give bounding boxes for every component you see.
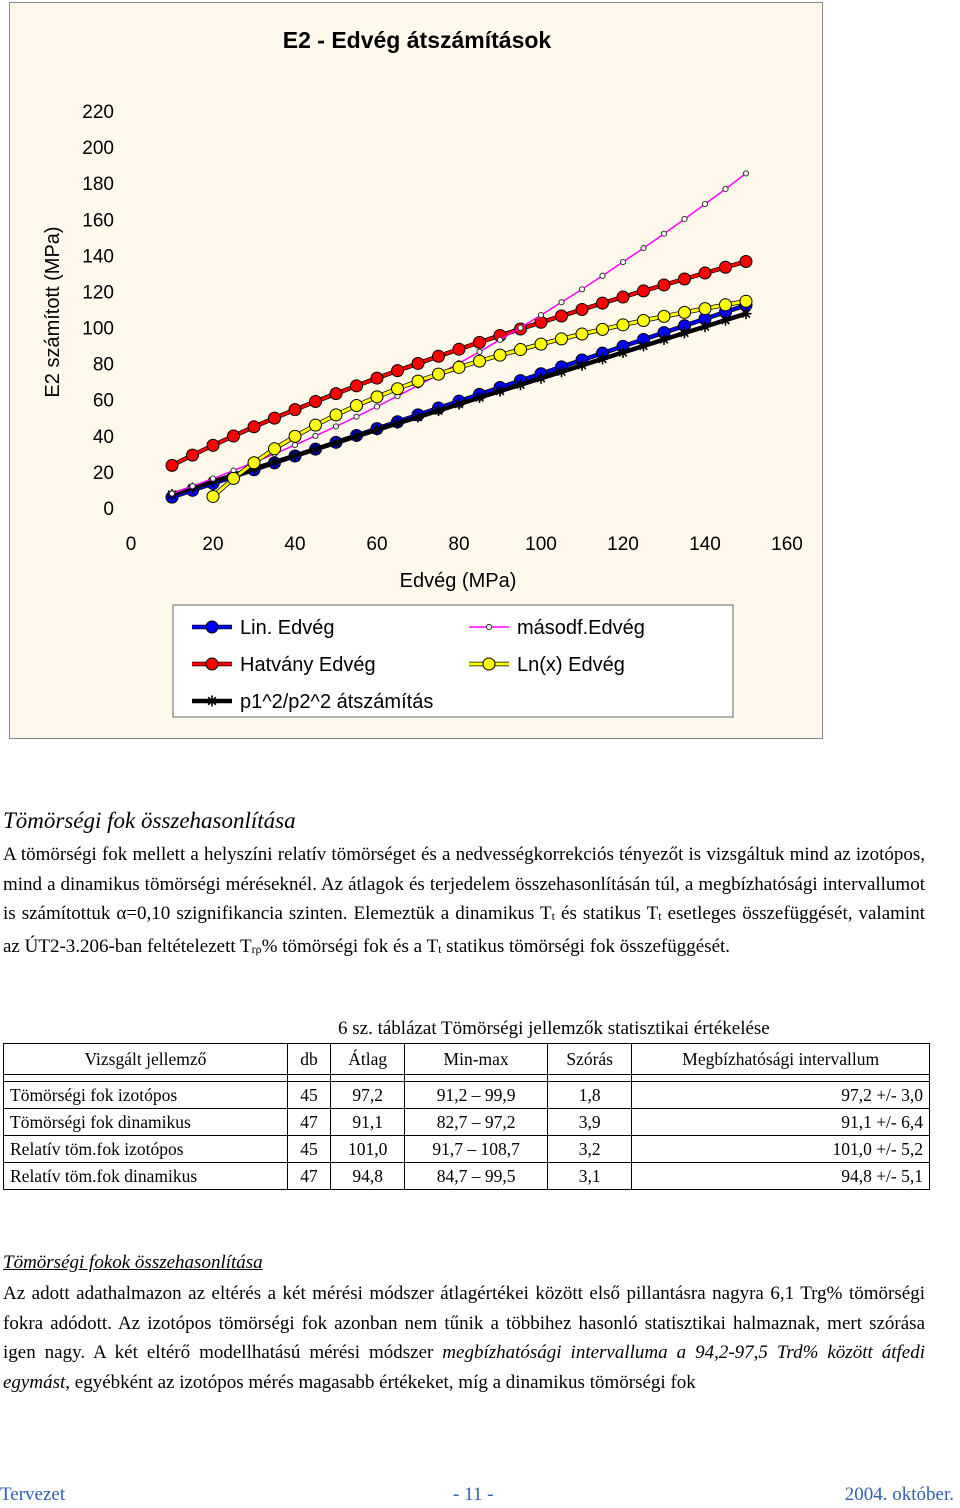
- legend: [173, 605, 733, 717]
- table-row: [4, 1109, 930, 1136]
- data-point: [559, 300, 564, 305]
- x-tick-label: 140: [689, 534, 721, 555]
- table-cell: 101,0: [331, 1136, 405, 1163]
- y-tick-label: 220: [82, 102, 114, 123]
- section2-title: Tömörségi fokok összehasonlítása: [3, 1252, 263, 1273]
- section1-paragraph: [3, 840, 925, 964]
- data-point: [556, 333, 568, 345]
- x-tick-label: 20: [202, 534, 224, 555]
- data-point: [638, 285, 650, 297]
- data-point: [518, 325, 523, 330]
- section2-text-b: , egyébként az izotópos mérés magasabb értékeket, míg a dinamikus tömörségi fok: [65, 1371, 696, 1393]
- data-point: [597, 353, 608, 364]
- footer-left: Tervezet: [0, 1484, 66, 1505]
- data-point: [658, 279, 670, 291]
- data-point: [310, 444, 321, 455]
- data-point: [741, 308, 752, 319]
- data-point: [310, 419, 322, 431]
- data-point: [412, 357, 424, 369]
- data-point: [371, 372, 383, 384]
- x-tick-label: 60: [366, 534, 388, 555]
- sub-t-3: t: [438, 941, 442, 956]
- data-point: [413, 412, 424, 423]
- footer-date: 2004. október.: [844, 1484, 954, 1505]
- table-cell: 91,1 +/- 6,4: [632, 1109, 930, 1136]
- y-tick-label: 20: [92, 462, 114, 484]
- x-tick-label: 160: [771, 534, 803, 555]
- section1-text-d: % tömörségi fok és a T: [261, 935, 439, 957]
- data-point: [679, 273, 691, 285]
- y-tick-label: 60: [92, 390, 114, 412]
- data-point: [641, 246, 646, 251]
- data-point: [535, 338, 547, 350]
- section2-text-italic: megbízhatósági intervalluma a 94,2-97,5 Trd% között átfedi egymást: [3, 1342, 925, 1393]
- data-point: [576, 304, 588, 316]
- footer-page-number: - 11 -: [453, 1484, 494, 1505]
- sub-rp: rρ: [251, 941, 262, 956]
- table-cell: 47: [287, 1163, 330, 1190]
- table-cell: 94,8 +/- 5,1: [632, 1163, 930, 1190]
- table-cell: Tömörségi fok izotópos: [4, 1082, 288, 1109]
- table-cell: Relatív töm.fok dinamikus: [4, 1163, 288, 1190]
- table-cell: 82,7 – 97,2: [405, 1109, 548, 1136]
- table-cell: 97,2: [331, 1082, 405, 1109]
- y-tick-label: 40: [92, 426, 114, 448]
- data-point: [313, 433, 318, 438]
- data-point: [166, 459, 178, 471]
- data-point: [207, 490, 219, 502]
- data-point: [597, 297, 609, 309]
- data-point: [454, 399, 465, 410]
- section1-text-b: és statikus T: [555, 903, 659, 924]
- data-point: [743, 171, 748, 176]
- section2-text-a: Az adott adathalmazon az eltérés a két mérési módszer átlagértékei között első pillantásra nagyra 6,1 Trg% tömörségi fokra adódott. Az izotópos tömörségi fok azonban nem tűnik a többihez hasonló statisztikai halmaznak, mert szórása igen nagy. A két eltérő modellhatású mérési módszer: [3, 1283, 925, 1363]
- legend-label: p1^2/p2^2 átszámítás: [240, 691, 434, 713]
- data-point: [190, 484, 195, 489]
- data-point: [228, 472, 240, 484]
- page-footer: [0, 1484, 956, 1506]
- table-cell: 3,1: [547, 1163, 632, 1190]
- data-point: [699, 303, 711, 315]
- table-cell: 47: [287, 1109, 330, 1136]
- table-cell: 3,2: [547, 1136, 632, 1163]
- data-point: [269, 443, 281, 455]
- table-caption: 6 sz. táblázat Tömörségi jellemzők statisztikai értékelése: [338, 1018, 770, 1039]
- x-tick-label: 120: [607, 534, 639, 555]
- y-tick-label: 160: [82, 210, 114, 232]
- data-point: [474, 392, 485, 403]
- data-point: [494, 349, 506, 361]
- table-header-cell: Vizsgált jellemző: [4, 1044, 288, 1075]
- data-point: [330, 388, 342, 400]
- data-point: [333, 424, 338, 429]
- line-chart: [10, 3, 824, 740]
- data-point: [702, 202, 707, 207]
- data-point: [169, 491, 174, 496]
- data-point: [477, 349, 482, 354]
- data-point: [740, 255, 752, 267]
- data-point: [536, 373, 547, 384]
- data-point: [187, 449, 199, 461]
- data-point: [412, 375, 424, 387]
- legend-marker: [206, 658, 218, 670]
- table-header-cell: Átlag: [331, 1044, 405, 1075]
- table-cell: 94,8: [331, 1163, 405, 1190]
- data-point: [207, 439, 219, 451]
- table-row: [4, 1082, 930, 1109]
- y-axis-label: E2 számított (MPa): [42, 226, 64, 398]
- table-cell: 84,7 – 99,5: [405, 1163, 548, 1190]
- data-point: [289, 430, 301, 442]
- sub-t-2: t: [658, 909, 662, 923]
- data-point: [600, 273, 605, 278]
- chart-frame: [9, 2, 823, 739]
- section1-text-e: statikus tömörségi fok összefüggését.: [441, 935, 731, 957]
- x-tick-label: 80: [448, 534, 470, 555]
- table-cell: 45: [287, 1136, 330, 1163]
- data-point: [228, 430, 240, 442]
- x-axis-label: Edvég (MPa): [399, 570, 517, 592]
- table-cell: 91,1: [331, 1109, 405, 1136]
- data-point: [351, 400, 363, 412]
- table-row: [4, 1136, 930, 1163]
- table-row: [4, 1163, 930, 1190]
- data-point: [617, 319, 629, 331]
- data-point: [374, 404, 379, 409]
- data-point: [723, 186, 728, 191]
- table-header-cell: Min-max: [405, 1044, 548, 1075]
- data-point: [618, 347, 629, 358]
- table-cell: 97,2 +/- 3,0: [632, 1082, 930, 1109]
- legend-label: másodf.Edvég: [517, 617, 645, 639]
- section2-paragraph: [3, 1279, 925, 1397]
- data-point: [269, 457, 280, 468]
- table-header-cell: Szórás: [547, 1044, 632, 1075]
- data-point: [720, 315, 731, 326]
- x-tick-label: 100: [525, 534, 557, 555]
- data-point: [210, 476, 215, 481]
- data-point: [474, 355, 486, 367]
- x-tick-label: 40: [284, 534, 306, 555]
- data-point: [292, 442, 297, 447]
- data-point: [658, 310, 670, 322]
- table-cell: Relatív töm.fok izotópos: [4, 1136, 288, 1163]
- table-cell: 91,2 – 99,9: [405, 1082, 548, 1109]
- data-point: [371, 391, 383, 403]
- legend-marker: [207, 696, 218, 707]
- data-point: [392, 383, 404, 395]
- section1-title: Tömörségi fok összehasonlítása: [3, 808, 296, 833]
- data-point: [515, 344, 527, 356]
- y-tick-label: 180: [82, 174, 114, 196]
- data-point: [248, 421, 260, 433]
- legend-marker: [483, 658, 495, 670]
- y-tick-label: 200: [82, 138, 114, 160]
- y-tick-label: 80: [92, 354, 114, 376]
- data-point: [576, 328, 588, 340]
- data-point: [248, 457, 260, 469]
- data-point: [351, 380, 363, 392]
- statistics-table: [3, 1043, 930, 1190]
- data-point: [579, 287, 584, 292]
- data-point: [577, 360, 588, 371]
- data-point: [720, 299, 732, 311]
- y-tick-label: 0: [103, 499, 114, 520]
- data-point: [740, 295, 752, 307]
- data-point: [330, 409, 342, 421]
- series-layer: [166, 171, 752, 503]
- chart-title: E2 - Edvég átszámítások: [282, 27, 552, 53]
- section2-heading: [3, 1252, 925, 1274]
- sub-t-1: t: [551, 909, 556, 923]
- table-header-row: [4, 1044, 930, 1075]
- legend-marker: [206, 621, 218, 633]
- y-tick-label: 120: [82, 282, 114, 304]
- section1-text-a: A tömörségi fok mellett a helyszíni relatív tömörséget és a nedvességkorrekciós tényezőt is vizsgáltuk mind az izotópos, mind a dinamikus tömörségi méréseknél. Az átlagok és terjedelem összehasonlításán túl, a megbízhatósági intervallumot is számítottuk α=0,10 szignifikancia szinten. Elemeztük a dinamikus T: [3, 844, 925, 924]
- data-point: [497, 337, 502, 342]
- table-cell: 3,9: [547, 1109, 632, 1136]
- data-point: [310, 396, 322, 408]
- data-point: [720, 261, 732, 273]
- legend-label: Lin. Edvég: [240, 617, 335, 639]
- section1-heading: [3, 808, 925, 834]
- data-point: [515, 379, 526, 390]
- data-point: [538, 312, 543, 317]
- table-header-cell: db: [287, 1044, 330, 1075]
- data-point: [453, 361, 465, 373]
- data-point: [372, 424, 383, 435]
- data-point: [392, 418, 403, 429]
- data-point: [700, 321, 711, 332]
- table-cell: 45: [287, 1082, 330, 1109]
- data-point: [453, 343, 465, 355]
- y-tick-label: 100: [82, 318, 114, 340]
- section1-text-c: esetleges összefüggését, valamint az ÚT2-3.206-ban feltételezett T: [3, 903, 925, 957]
- data-point: [474, 336, 486, 348]
- data-point: [682, 216, 687, 221]
- legend-label: Ln(x) Edvég: [517, 654, 625, 676]
- legend-marker: [486, 624, 491, 629]
- data-point: [617, 291, 629, 303]
- data-point: [556, 310, 568, 322]
- table-cell: 1,8: [547, 1082, 632, 1109]
- data-point: [354, 414, 359, 419]
- data-point: [289, 404, 301, 416]
- data-point: [597, 323, 609, 335]
- legend-label: Hatvány Edvég: [240, 654, 376, 676]
- data-point: [661, 231, 666, 236]
- data-point: [699, 267, 711, 279]
- table-header-cell: Megbízhatósági intervallum: [632, 1044, 930, 1075]
- data-point: [433, 368, 445, 380]
- table-cell: 91,7 – 108,7: [405, 1136, 548, 1163]
- table-cell: Tömörségi fok dinamikus: [4, 1109, 288, 1136]
- table-cell: 101,0 +/- 5,2: [632, 1136, 930, 1163]
- series-p1-2-p2-2-tsz-m-t-s: [167, 308, 752, 500]
- y-tick-label: 140: [82, 246, 114, 268]
- data-point: [638, 315, 650, 327]
- data-point: [433, 350, 445, 362]
- x-tick-label: 0: [125, 534, 137, 555]
- data-point: [290, 450, 301, 461]
- data-point: [392, 365, 404, 377]
- data-point: [638, 340, 649, 351]
- data-point: [269, 412, 281, 424]
- data-point: [620, 259, 625, 264]
- data-point: [495, 386, 506, 397]
- data-point: [679, 306, 691, 318]
